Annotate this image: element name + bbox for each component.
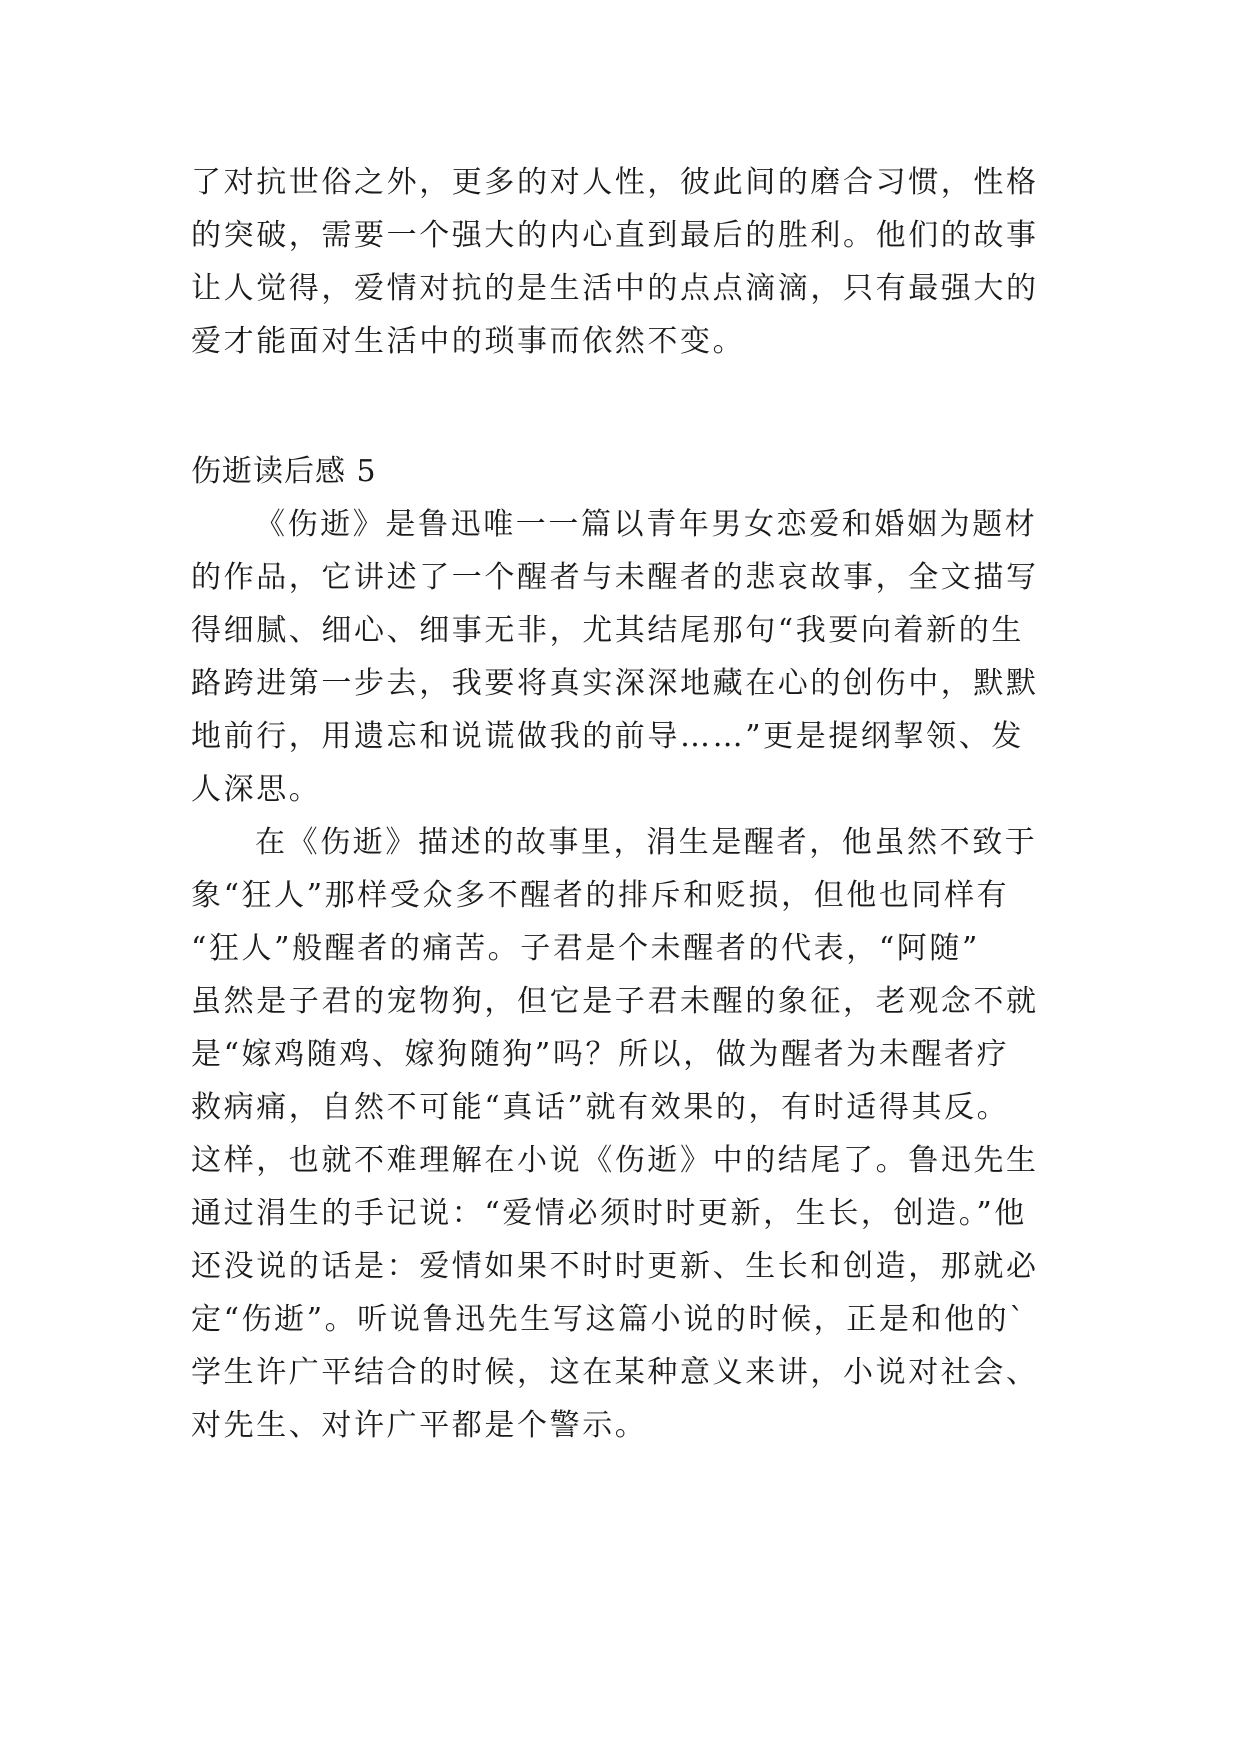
text-line: 象“狂人”那样受众多不醒者的排斥和贬损，但他也同样有: [191, 878, 1010, 913]
text-line: 是“嫁鸡随鸡、嫁狗随狗”吗？所以，做为醒者为未醒者疗: [191, 1037, 1010, 1072]
text-line: 得细腻、细心、细事无非，尤其结尾那句“我要向着新的生: [191, 613, 1024, 648]
text-line: 了对抗世俗之外，更多的对人性，彼此间的磨合习惯，性格: [191, 165, 1039, 200]
text-line: 路跨进第一步去，我要将真实深深地藏在心的创伤中，默默: [191, 666, 1039, 701]
text-line: 学生许广平结合的时候，这在某种意义来讲，小说对社会、: [191, 1355, 1039, 1390]
text-line: 定“伤逝”。听说鲁迅先生写这篇小说的时候，正是和他的`: [191, 1302, 1027, 1337]
text-line: 爱才能面对生活中的琐事而依然不变。: [191, 324, 746, 359]
text-line: 这样，也就不难理解在小说《伤逝》中的结尾了。鲁迅先生: [191, 1143, 1039, 1178]
text-line: 让人觉得，爱情对抗的是生活中的点点滴滴，只有最强大的: [191, 271, 1039, 306]
text-line: 的作品，它讲述了一个醒者与未醒者的悲哀故事，全文描写: [191, 560, 1039, 595]
text-line: 对先生、对许广平都是个警示。: [191, 1408, 648, 1443]
text-line: 《伤逝》是鲁迅唯一一篇以青年男女恋爱和婚姻为题材: [255, 507, 1038, 542]
text-line: 在《伤逝》描述的故事里，涓生是醒者，他虽然不致于: [255, 825, 1038, 860]
text-line: 地前行，用遗忘和说谎做我的前导……”更是提纲挈领、发: [191, 719, 1024, 754]
text-line: “狂人”般醒者的痛苦。子君是个未醒者的代表，“阿随”: [191, 931, 980, 966]
text-line: 人深思。: [191, 772, 322, 807]
text-line: 通过涓生的手记说：“爱情必须时时更新，生长，创造。”他: [191, 1196, 1027, 1231]
text-line: 救病痛，自然不可能“真话”就有效果的，有时适得其反。: [191, 1090, 1010, 1125]
text-line: 的突破，需要一个强大的内心直到最后的胜利。他们的故事: [191, 218, 1039, 253]
text-line: 虽然是子君的宠物狗，但它是子君未醒的象征，老观念不就: [191, 984, 1039, 1019]
text-line: 还没说的话是：爱情如果不时时更新、生长和创造，那就必: [191, 1249, 1039, 1284]
section-title: 伤逝读后感 5: [191, 454, 377, 489]
